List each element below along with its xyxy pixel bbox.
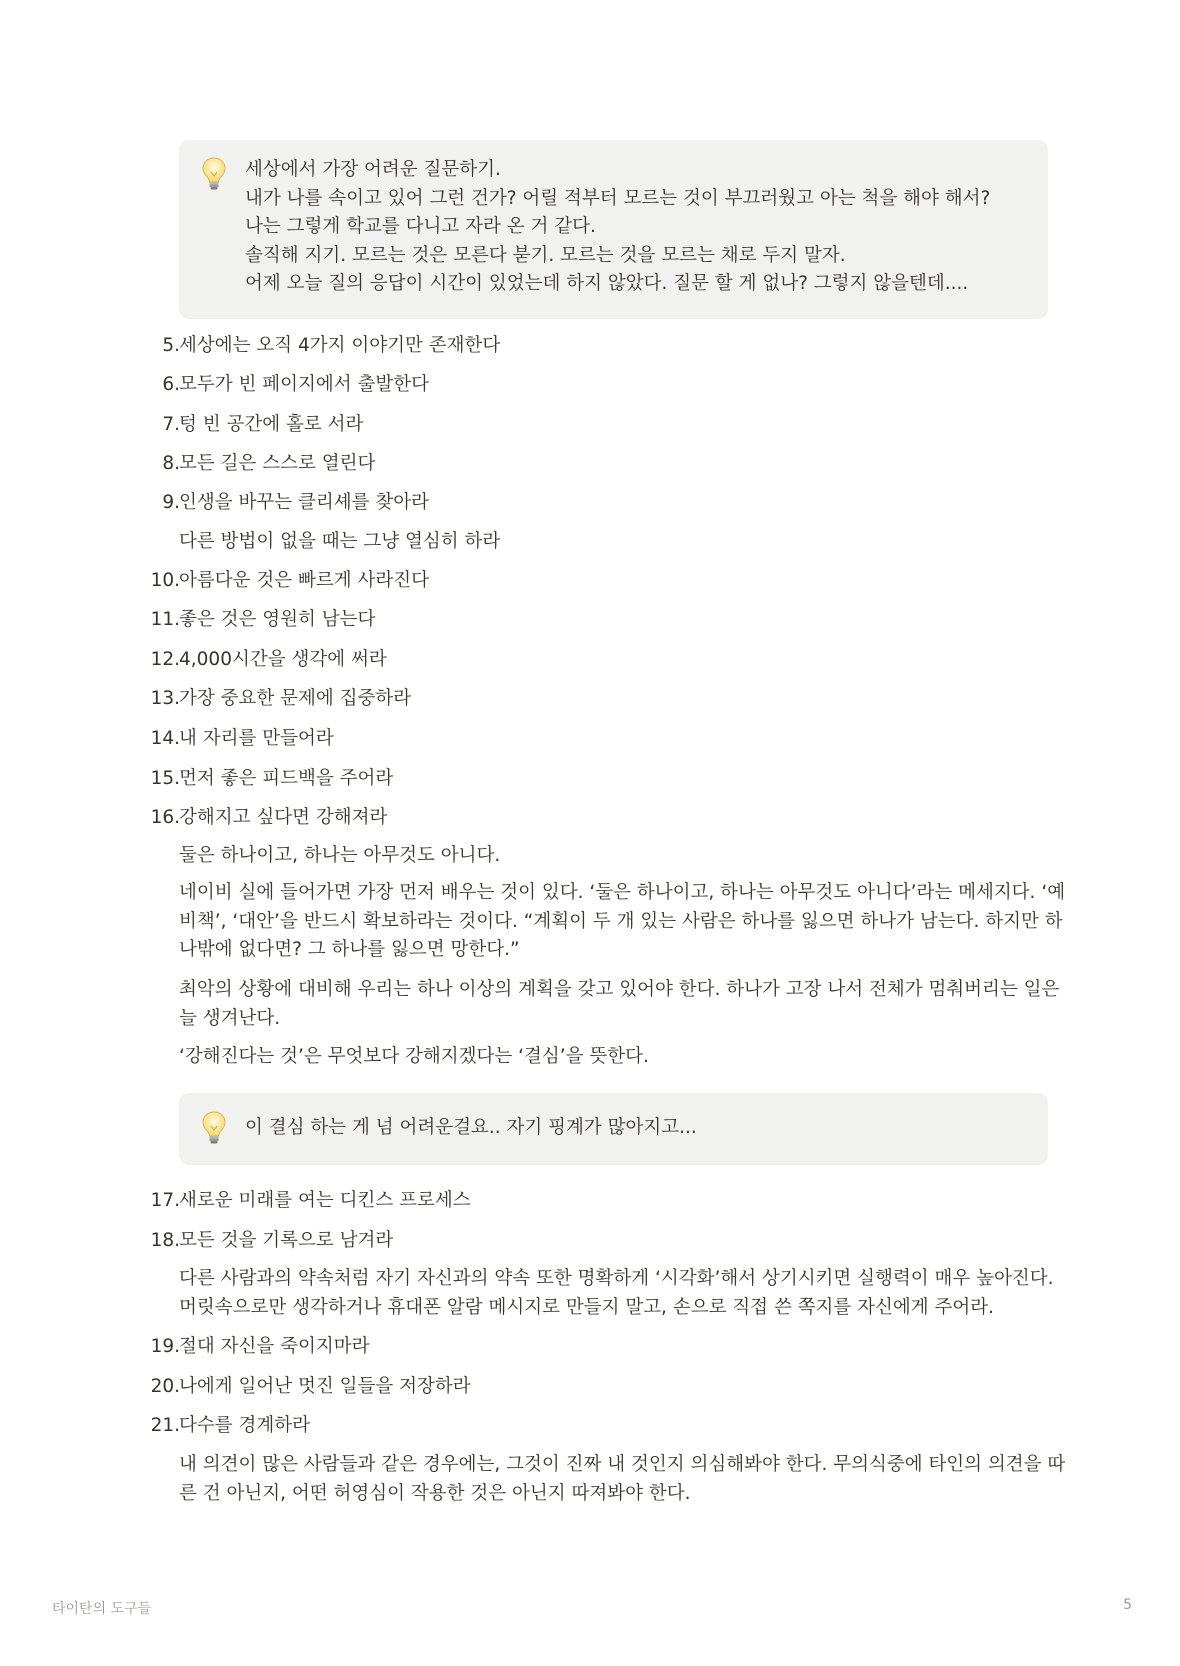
list-number: 8.: [162, 453, 180, 474]
list-item: [140, 1372, 471, 1402]
paragraph-line: 내 의견이 많은 사람들과 같은 경우에는, 그것이 진짜 내 것인지 의심해봐야 한다. 무의식중에 타인의 의견을 따: [179, 1454, 1066, 1475]
paragraph: [179, 879, 1066, 965]
paragraph-line: 다른 사람과의 약속처럼 자기 자신과의 약속 또한 명확하게 ‘시각화’해서 상기시키면 실행력이 매우 높아진다.: [179, 1268, 1054, 1289]
paragraph-line: 다른 방법이 없을 때는 그냥 열심히 하라: [179, 531, 501, 552]
list-item: [140, 1186, 471, 1216]
paragraph: [179, 528, 1059, 557]
list-item: [140, 684, 412, 714]
list-item: [140, 1411, 310, 1441]
list-item: [140, 370, 429, 400]
list-item: [140, 605, 376, 635]
footer-title: 타이탄의 도구들: [52, 1601, 152, 1617]
list-text: 먼저 좋은 피드백을 주어라: [179, 768, 394, 789]
list-text: 강해지고 싶다면 강해져라: [179, 807, 388, 828]
list-item: [140, 449, 376, 479]
list-item: [140, 724, 334, 754]
paragraph: [179, 1043, 1059, 1072]
lightbulb-icon: [201, 156, 227, 192]
list-text: 절대 자신을 죽이지마라: [179, 1336, 370, 1357]
list-item: [140, 764, 394, 794]
list-number: 13.: [150, 688, 180, 709]
list-number: 17.: [150, 1190, 180, 1211]
paragraph-line: 른 건 아닌지, 어떤 허영심이 작용한 것은 아닌지 따져봐야 한다.: [179, 1482, 691, 1504]
list-text: 모든 것을 기록으로 남겨라: [179, 1230, 394, 1251]
callout-text: [245, 1114, 1028, 1143]
paragraph: [179, 1451, 1066, 1508]
list-number: 7.: [162, 414, 180, 435]
callout-line: 세상에서 가장 어려운 질문하기.: [245, 159, 501, 180]
list-text: 가장 중요한 문제에 집중하라: [179, 688, 412, 709]
list-number: 21.: [150, 1415, 180, 1436]
list-item: [140, 1332, 370, 1362]
paragraph: [179, 842, 1059, 871]
paragraph: [179, 1265, 1059, 1322]
callout-box: [179, 140, 1048, 319]
paragraph-line: 최악의 상황에 대비해 우리는 하나 이상의 계획을 갖고 있어야 한다. 하나가 고장 나서 전체가 멈춰버리는 일은: [179, 979, 1060, 1000]
callout-line: 이 결심 하는 게 넘 어려운걸요.. 자기 핑계가 많아지고...: [245, 1117, 697, 1138]
list-item: [140, 803, 388, 833]
paragraph-line: 늘 생겨난다.: [179, 1007, 281, 1029]
list-number: 16.: [150, 807, 180, 828]
list-text: 다수를 경계하라: [179, 1415, 310, 1436]
list-text: 내 자리를 만들어라: [179, 728, 334, 749]
paragraph-line: 나밖에 없다면? 그 하나를 잃으면 망한다.”: [179, 939, 520, 960]
list-number: 12.: [150, 649, 180, 670]
list-number: 10.: [150, 570, 180, 591]
list-number: 6.: [162, 374, 180, 395]
list-number: 15.: [150, 768, 180, 789]
list-number: 19.: [150, 1336, 180, 1357]
list-text: 좋은 것은 영원히 남는다: [179, 609, 376, 630]
callout-line: 나는 그렇게 학교를 다니고 자라 온 거 같다.: [245, 216, 596, 237]
list-item: [140, 488, 429, 518]
paragraph-line: 머릿속으로만 생각하거나 휴대폰 알람 메시지로 만들지 말고, 손으로 직접 쓴 쪽지를 자신에게 주어라.: [179, 1296, 995, 1318]
list-number: 11.: [150, 609, 180, 630]
list-item: [140, 566, 429, 596]
list-number: 18.: [150, 1230, 180, 1251]
list-item: [140, 645, 387, 675]
list-item: [140, 331, 501, 361]
list-text: 새로운 미래를 여는 디킨스 프로세스: [179, 1190, 471, 1211]
list-number: 14.: [150, 728, 180, 749]
list-text: 세상에는 오직 4가지 이야기만 존재한다: [179, 335, 501, 356]
callout-line: 솔직해 지기. 모르는 것은 모른다 붇기. 모르는 것을 모르는 채로 두지 말자.: [245, 244, 846, 266]
list-item: [140, 1226, 394, 1256]
callout-line: 어제 오늘 질의 응답이 시간이 있었는데 하지 않았다. 질문 할 게 없나? 그렇지 않을텐데....: [245, 273, 969, 294]
callout-box: [179, 1093, 1048, 1165]
list-text: 4,000시간을 생각에 써라: [179, 649, 387, 670]
list-item: [140, 410, 364, 440]
list-text: 텅 빈 공간에 홀로 서라: [179, 414, 364, 435]
list-text: 인생을 바꾸는 클리셰를 찾아라: [179, 492, 429, 513]
list-text: 모든 길은 스스로 열린다: [179, 453, 376, 474]
list-number: 20.: [150, 1376, 180, 1397]
paragraph-line: 비책’, ‘대안’을 반드시 확보하라는 것이다. “계획이 두 개 있는 사람은 하나를 잃으면 하나가 남는다. 하지만 하: [179, 910, 1063, 932]
list-text: 아름다운 것은 빠르게 사라진다: [179, 570, 429, 591]
lightbulb-icon: [201, 1110, 227, 1146]
paragraph: [179, 976, 1059, 1033]
list-text: 모두가 빈 페이지에서 출발한다: [179, 374, 429, 395]
callout-line: 내가 나를 속이고 있어 그런 건가? 어릴 적부터 모르는 것이 부끄러웠고 아는 척을 해야 해서?: [245, 187, 991, 209]
list-number: 5.: [162, 335, 180, 356]
paragraph-line: ‘강해진다는 것’은 무엇보다 강해지겠다는 ‘결심’을 뜻한다.: [179, 1046, 649, 1067]
callout-text: [245, 156, 1028, 299]
list-number: 9.: [162, 492, 180, 513]
paragraph-line: 네이비 실에 들어가면 가장 먼저 배우는 것이 있다. ‘둘은 하나이고, 하나는 아무것도 아니다’라는 메세지다. ‘예: [179, 882, 1066, 903]
paragraph-line: 둘은 하나이고, 하나는 아무것도 아니다.: [179, 845, 501, 866]
list-text: 나에게 일어난 멋진 일들을 저장하라: [179, 1376, 471, 1397]
page-number: 5: [1123, 1597, 1132, 1613]
